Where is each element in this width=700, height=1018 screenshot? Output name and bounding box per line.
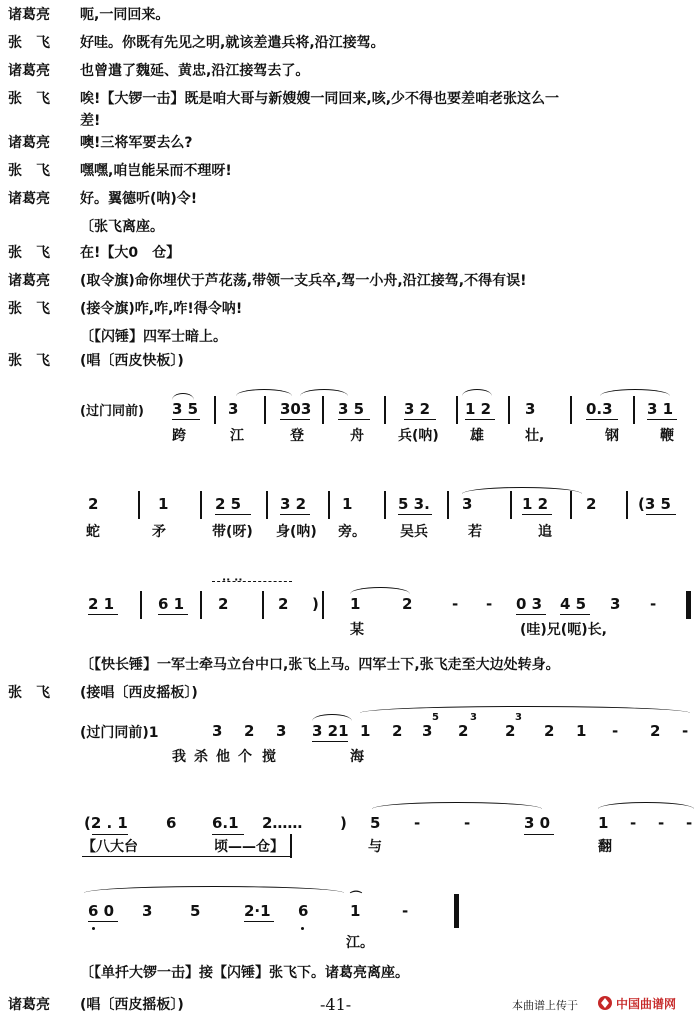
dialogue-text: 好哇。你既有先见之明,就该差遣兵将,沿江接驾。 bbox=[80, 35, 385, 51]
lyric: 追 bbox=[538, 524, 552, 540]
note: 3 bbox=[525, 400, 536, 418]
lyric: 兵(呐) bbox=[398, 428, 439, 444]
speaker-name: 张 飞 bbox=[8, 245, 50, 261]
note: 2 bbox=[505, 722, 516, 740]
site-logo bbox=[596, 993, 696, 1013]
note: - bbox=[452, 595, 459, 613]
speaker-name: 诸葛亮 bbox=[8, 273, 50, 289]
lyric: 蛇 bbox=[86, 524, 100, 540]
barline bbox=[322, 591, 324, 619]
lyric: 旁。 bbox=[338, 524, 366, 540]
note: 3 bbox=[142, 902, 153, 920]
note: 1 2 bbox=[522, 495, 549, 513]
note: 3 bbox=[462, 495, 473, 513]
logo-text: 中国曲谱网 bbox=[616, 997, 677, 1011]
note: 1 bbox=[350, 902, 361, 920]
dialogue-text: 在!【大0 仓】 bbox=[80, 245, 181, 261]
percussion-underline bbox=[82, 856, 292, 857]
beam bbox=[338, 419, 370, 420]
beam bbox=[516, 614, 546, 615]
note: 2…… bbox=[262, 814, 303, 832]
lyric: 吴兵 bbox=[400, 524, 428, 540]
stage-direction-end: 〔【单扦大锣一击】接【闪锤】张飞下。诸葛亮离座。 bbox=[80, 965, 409, 981]
bracket-line bbox=[212, 581, 292, 582]
dialogue-text: 嘿嘿,咱岂能呆而不理呀! bbox=[80, 163, 232, 179]
barline bbox=[262, 591, 264, 619]
beam bbox=[244, 921, 274, 922]
lyric: 矛 bbox=[152, 524, 166, 540]
beam bbox=[212, 834, 244, 835]
barline bbox=[266, 491, 268, 519]
speaker-name: 张 飞 bbox=[8, 353, 50, 369]
speaker-name: 诸葛亮 bbox=[8, 191, 50, 207]
lyric: 江 bbox=[230, 428, 244, 444]
note: 3 bbox=[610, 595, 621, 613]
note: 6.1 bbox=[212, 814, 239, 832]
beam bbox=[215, 514, 251, 515]
lyric: 钢 bbox=[605, 428, 619, 444]
percussion-dots: ·· ·· bbox=[222, 573, 243, 586]
slur bbox=[300, 389, 348, 396]
note: - bbox=[658, 814, 665, 832]
barline bbox=[570, 491, 572, 519]
logo-icon bbox=[596, 993, 696, 1013]
note: 1 bbox=[360, 722, 371, 740]
beam bbox=[560, 614, 590, 615]
dialogue-text: (接令旗)咋,咋,咋!得令呐! bbox=[80, 301, 243, 317]
note: (2 . 1 bbox=[84, 814, 128, 832]
note: 3 bbox=[276, 722, 287, 740]
dialogue-text: 唉!【大锣一击】既是咱大哥与新嫂嫂一同回来,咳,少不得也要差咱老张这么一 bbox=[80, 91, 560, 107]
score2-lyrics-row3 bbox=[0, 932, 700, 952]
note: 2 bbox=[650, 722, 661, 740]
note: 6 0 bbox=[88, 902, 115, 920]
beam bbox=[172, 419, 200, 420]
note: 2 bbox=[586, 495, 597, 513]
stage-direction: 〔【闪锤】四军士暗上。 bbox=[80, 329, 227, 345]
dialogue-text: (唱〔西皮摇板〕) bbox=[80, 997, 184, 1013]
note: - bbox=[650, 595, 657, 613]
slur bbox=[598, 802, 694, 809]
percussion-label: 顷——仓】 bbox=[214, 839, 284, 855]
note: 2 bbox=[88, 495, 99, 513]
dialogue-text: 好。翼德听(呐)令! bbox=[80, 191, 198, 207]
note: 1 bbox=[576, 722, 587, 740]
note: 3 bbox=[228, 400, 239, 418]
stage-direction-mid: 〔【快长锤】一军士牵马立台中口,张飞上马。四军士下,张飞走至大边处转身。 bbox=[80, 657, 560, 673]
note: (3 5 bbox=[638, 495, 671, 513]
lyric: 他 bbox=[216, 749, 230, 765]
barline bbox=[447, 491, 449, 519]
barline bbox=[384, 396, 386, 424]
beam bbox=[92, 834, 128, 835]
beam bbox=[398, 514, 432, 515]
note: 3 5 bbox=[172, 400, 199, 418]
beam bbox=[524, 834, 554, 835]
slur bbox=[172, 393, 194, 400]
note: 6 bbox=[298, 902, 309, 920]
speaker-name: 诸葛亮 bbox=[8, 135, 50, 151]
note: 3 0 bbox=[524, 814, 551, 832]
percussion-label: 【八大台 bbox=[82, 839, 138, 855]
slur bbox=[372, 802, 542, 809]
dialogue-text: (唱〔西皮快板〕) bbox=[80, 353, 184, 369]
note: 6 1 bbox=[158, 595, 185, 613]
note: 1 bbox=[342, 495, 353, 513]
speaker-name: 诸葛亮 bbox=[8, 997, 50, 1013]
lyric: 我 bbox=[172, 749, 186, 765]
lyric: 个 bbox=[238, 749, 252, 765]
note: - bbox=[686, 814, 693, 832]
note: 2 5 bbox=[215, 495, 242, 513]
note: 2 bbox=[278, 595, 289, 613]
note: 1 2 bbox=[465, 400, 492, 418]
dialogue-text: (取令旗)命你埋伏于芦花荡,带领一支兵卒,驾一小舟,沿江接驾,不得有误! bbox=[80, 273, 527, 289]
barline bbox=[328, 491, 330, 519]
lyric: 杀 bbox=[194, 749, 208, 765]
slur bbox=[462, 487, 582, 494]
lyric: 若 bbox=[468, 524, 482, 540]
lyric: 身(呐) bbox=[276, 524, 317, 540]
beam bbox=[522, 514, 552, 515]
note: - bbox=[402, 902, 409, 920]
barline bbox=[456, 396, 458, 424]
score1-notes-row2 bbox=[0, 495, 700, 517]
note: 3 5 bbox=[338, 400, 365, 418]
slur bbox=[236, 389, 292, 396]
score2-notes-row2 bbox=[0, 814, 700, 836]
slur bbox=[84, 886, 344, 893]
intro-notes: (过门同前) bbox=[80, 404, 144, 419]
note: - bbox=[414, 814, 421, 832]
note: 303 bbox=[280, 400, 312, 418]
lyric: 雄 bbox=[470, 428, 484, 444]
note: 3 bbox=[422, 722, 433, 740]
note: 5 bbox=[190, 902, 201, 920]
double-barline bbox=[454, 894, 459, 928]
score2-lyrics-row2 bbox=[0, 836, 700, 856]
barline bbox=[214, 396, 216, 424]
speaker-name: 诸葛亮 bbox=[8, 63, 50, 79]
beam bbox=[647, 419, 677, 420]
speaker-name: 张 飞 bbox=[8, 35, 50, 51]
note: 2 bbox=[218, 595, 229, 613]
score1-lyrics-row3 bbox=[0, 619, 700, 639]
lyric: (哇)兄(呃)长, bbox=[520, 622, 607, 638]
note: 3 21 bbox=[312, 722, 349, 740]
beam bbox=[586, 419, 618, 420]
note: 2 bbox=[392, 722, 403, 740]
note: - bbox=[464, 814, 471, 832]
grace-note: 3 bbox=[515, 712, 522, 723]
barline bbox=[322, 396, 324, 424]
note: 3 2 bbox=[280, 495, 307, 513]
score1-lyrics-row2 bbox=[0, 521, 700, 541]
score2-lyrics-row1 bbox=[0, 746, 700, 766]
paren-close: ) bbox=[312, 595, 319, 613]
low-octave-dot bbox=[301, 927, 304, 930]
note: 3 2 bbox=[404, 400, 431, 418]
note: 2 bbox=[244, 722, 255, 740]
note: 2 bbox=[458, 722, 469, 740]
note: 1 bbox=[350, 595, 361, 613]
note: 2 bbox=[544, 722, 555, 740]
note: 6 bbox=[166, 814, 177, 832]
beam bbox=[158, 614, 188, 615]
beam bbox=[404, 419, 436, 420]
speaker-name: 张 飞 bbox=[8, 685, 50, 701]
page-number: -41- bbox=[320, 995, 352, 1014]
barline bbox=[140, 591, 142, 619]
barline bbox=[510, 491, 512, 519]
beam bbox=[88, 921, 118, 922]
note: 3 bbox=[212, 722, 223, 740]
slur bbox=[350, 587, 410, 594]
speaker-name: 张 飞 bbox=[8, 163, 50, 179]
fermata: ⌒ bbox=[350, 890, 363, 904]
beam bbox=[88, 614, 118, 615]
barline bbox=[626, 491, 628, 519]
lyric: 跨 bbox=[172, 428, 186, 444]
lyric: 壮, bbox=[525, 428, 545, 444]
beam bbox=[312, 741, 348, 742]
note: 2·1 bbox=[244, 902, 271, 920]
lyric: 海 bbox=[350, 749, 364, 765]
slur bbox=[462, 389, 492, 396]
beam bbox=[646, 514, 676, 515]
note: 5 bbox=[370, 814, 381, 832]
note: 1 bbox=[158, 495, 169, 513]
barline bbox=[384, 491, 386, 519]
slur bbox=[360, 706, 690, 713]
source-note: 本曲谱上传于 bbox=[512, 999, 578, 1012]
speaker-name: 张 飞 bbox=[8, 301, 50, 317]
note: 3 1 bbox=[647, 400, 674, 418]
lyric: 翻 bbox=[598, 839, 612, 855]
note: 2 1 bbox=[88, 595, 115, 613]
beam bbox=[280, 514, 310, 515]
lyric: 江。 bbox=[346, 935, 374, 951]
note: 1 bbox=[598, 814, 609, 832]
barline bbox=[138, 491, 140, 519]
barline bbox=[264, 396, 266, 424]
intro-notes: (过门同前)1 bbox=[80, 725, 159, 741]
lyric: 鞭 bbox=[660, 428, 674, 444]
barline bbox=[570, 396, 572, 424]
double-barline bbox=[686, 591, 691, 619]
barline bbox=[200, 491, 202, 519]
barline bbox=[508, 396, 510, 424]
lyric: 某 bbox=[350, 622, 364, 638]
speaker-name: 诸葛亮 bbox=[8, 7, 50, 23]
stage-direction: 〔张飞离座。 bbox=[80, 219, 164, 235]
score2-notes-row1 bbox=[0, 722, 700, 744]
grace-note: 3 bbox=[470, 712, 477, 723]
note: 0 3 bbox=[516, 595, 543, 613]
lyric: 与 bbox=[368, 839, 382, 855]
slur bbox=[600, 389, 670, 396]
score1-lyrics-row1 bbox=[0, 425, 700, 445]
barline bbox=[633, 396, 635, 424]
note: - bbox=[682, 722, 689, 740]
paren-close: ) bbox=[340, 814, 347, 832]
note: 0.3 bbox=[586, 400, 613, 418]
dialogue-text: 噢!三将军要去么? bbox=[80, 135, 193, 151]
note: 4 5 bbox=[560, 595, 587, 613]
lyric: 带(呀) bbox=[212, 524, 253, 540]
dialogue-text: 呃,一同回来。 bbox=[80, 7, 170, 23]
note: 2 bbox=[402, 595, 413, 613]
note: - bbox=[612, 722, 619, 740]
bracket-end bbox=[290, 834, 292, 858]
speaker-name: 张 飞 bbox=[8, 91, 50, 107]
barline bbox=[200, 591, 202, 619]
lyric: 搅 bbox=[262, 749, 276, 765]
dialogue-text: (接唱〔西皮摇板〕) bbox=[80, 685, 198, 701]
lyric: 舟 bbox=[350, 428, 364, 444]
dialogue-text: 也曾遣了魏延、黄忠,沿江接驾去了。 bbox=[80, 63, 310, 79]
lyric: 登 bbox=[290, 428, 304, 444]
slur bbox=[312, 714, 352, 721]
grace-note: 5 bbox=[432, 712, 439, 723]
note: - bbox=[630, 814, 637, 832]
low-octave-dot bbox=[92, 927, 95, 930]
note: - bbox=[486, 595, 493, 613]
dialogue-text-continued: 差! bbox=[80, 113, 101, 129]
beam bbox=[465, 419, 495, 420]
beam bbox=[280, 419, 310, 420]
note: 5 3. bbox=[398, 495, 430, 513]
